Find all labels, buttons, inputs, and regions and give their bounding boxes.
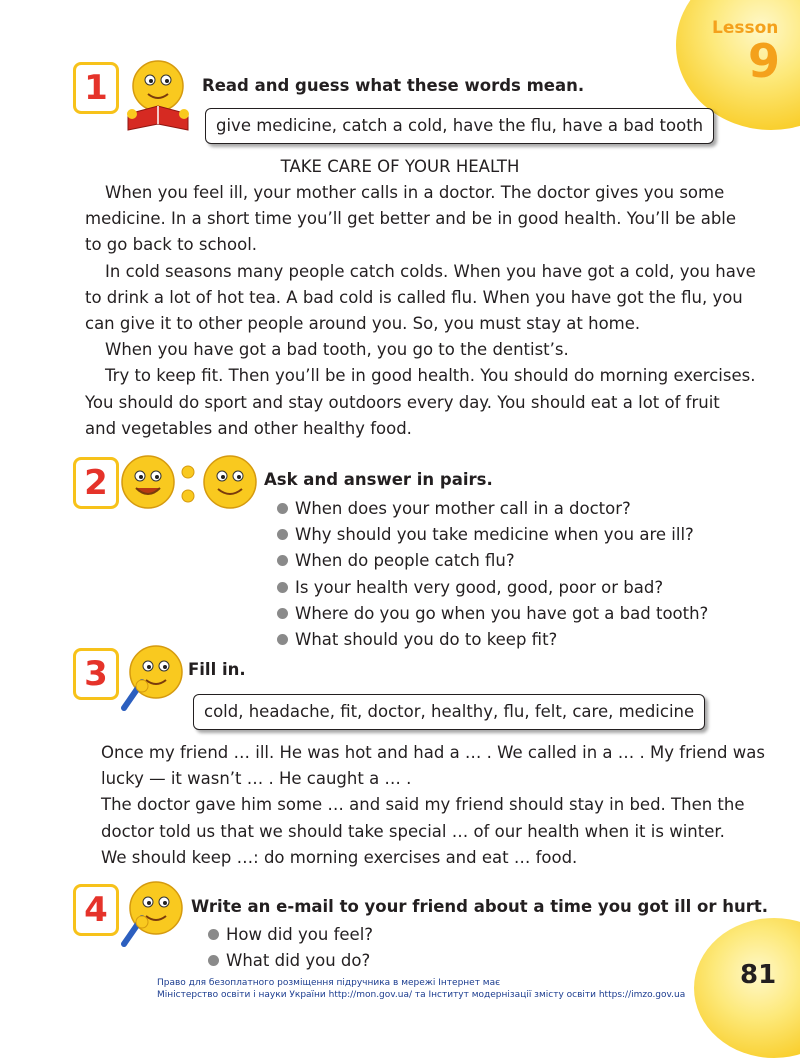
- exercise-3-number: 3: [73, 648, 119, 700]
- lesson-label: Lesson: [712, 18, 779, 38]
- exercise-1-number: 1: [73, 62, 119, 114]
- text-line: Once my friend … ill. He was hot and had a … . We called in a … . My friend was: [101, 743, 765, 762]
- list-item: [208, 948, 373, 974]
- exercise-4-question-list: [208, 922, 373, 974]
- list-item: [277, 575, 708, 601]
- bullet-icon: [277, 608, 288, 619]
- text-line: When you have got a bad tooth, you go to the dentist’s.: [105, 340, 569, 360]
- bullet-icon: [208, 929, 219, 940]
- exercise-3-wordbox: cold, headache, fit, doctor, healthy, flu, felt, care, medicine: [193, 694, 705, 730]
- reading-text: [85, 180, 785, 442]
- text-line: We should keep …: do morning exercises and eat … food.: [101, 847, 578, 867]
- exercise-4-instruction: Write an e-mail to your friend about a time you got ill or hurt.: [191, 897, 769, 916]
- text-line: Try to keep fit. Then you’ll be in good health. You should do morning exercises.: [105, 366, 756, 386]
- bullet-icon: [277, 582, 288, 593]
- list-item: [277, 601, 708, 627]
- text-line: to drink a lot of hot tea. A bad cold is called flu. When you have got the flu, you: [85, 287, 743, 307]
- question-text: Where do you go when you have got a bad tooth?: [295, 603, 709, 623]
- footer-note: [157, 978, 685, 1001]
- footer-line-1: Право для безоплатного розміщення підручника в мережі Інтернет має: [157, 978, 501, 988]
- question-text: Is your health very good, good, poor or bad?: [295, 577, 664, 597]
- exercise-2-number: 2: [73, 457, 119, 509]
- text-line: can give it to other people around you. So, you must stay at home.: [85, 314, 641, 334]
- text-line: You should do sport and stay outdoors every day. You should eat a lot of fruit: [85, 392, 720, 412]
- list-item: [277, 548, 708, 574]
- text-line: to go back to school.: [85, 235, 258, 255]
- bullet-icon: [208, 955, 219, 966]
- text-line: lucky — it wasn’t … . He caught a … .: [101, 769, 412, 789]
- bullet-icon: [277, 555, 288, 566]
- list-item: [277, 522, 708, 548]
- question-text: Why should you take medicine when you are ill?: [295, 525, 694, 545]
- text-title: TAKE CARE OF YOUR HEALTH: [280, 157, 520, 176]
- bullet-icon: [277, 503, 288, 514]
- list-item: [277, 496, 708, 522]
- exercise-2-question-list: [277, 496, 708, 653]
- question-text: What did you do?: [226, 951, 371, 971]
- text-line: The doctor gave him some … and said my friend should stay in bed. Then the: [101, 795, 745, 815]
- writing-smiley-icon: [116, 878, 188, 950]
- list-item: [277, 627, 708, 653]
- pair-smileys-icon: [118, 452, 258, 514]
- page-number: 81: [740, 960, 777, 990]
- text-line: doctor told us that we should take special … of our health when it is winter.: [101, 821, 725, 841]
- text-line: and vegetables and other healthy food.: [85, 418, 412, 438]
- reading-smiley-icon: [118, 58, 198, 134]
- fill-in-text: [101, 740, 791, 871]
- text-line: In cold seasons many people catch colds. When you have got a cold, you have: [105, 261, 756, 281]
- writing-smiley-icon: [116, 642, 188, 714]
- lesson-number: 9: [748, 34, 781, 88]
- exercise-3-instruction: Fill in.: [188, 660, 246, 679]
- question-text: How did you feel?: [226, 925, 374, 944]
- exercise-1-instruction: Read and guess what these words mean.: [202, 76, 585, 95]
- text-line: medicine. In a short time you’ll get better and be in good health. You’ll be able: [85, 209, 737, 229]
- list-item: [208, 922, 373, 948]
- exercise-4-number: 4: [73, 884, 119, 936]
- exercise-2-instruction: Ask and answer in pairs.: [264, 470, 493, 489]
- bullet-icon: [277, 529, 288, 540]
- question-text: What should you do to keep fit?: [295, 629, 558, 649]
- footer-line-2: Міністерство освіти і науки України http://mon.gov.ua/ та Інститут модернізації змісту освіти https://imzo.gov.ua: [157, 989, 686, 1000]
- exercise-1-wordbox: give medicine, catch a cold, have the flu, have a bad tooth: [205, 108, 714, 144]
- question-text: When do people catch flu?: [295, 551, 515, 571]
- question-text: When does your mother call in a doctor?: [295, 499, 631, 518]
- text-line: When you feel ill, your mother calls in a doctor. The doctor gives you some: [105, 183, 725, 202]
- bullet-icon: [277, 634, 288, 645]
